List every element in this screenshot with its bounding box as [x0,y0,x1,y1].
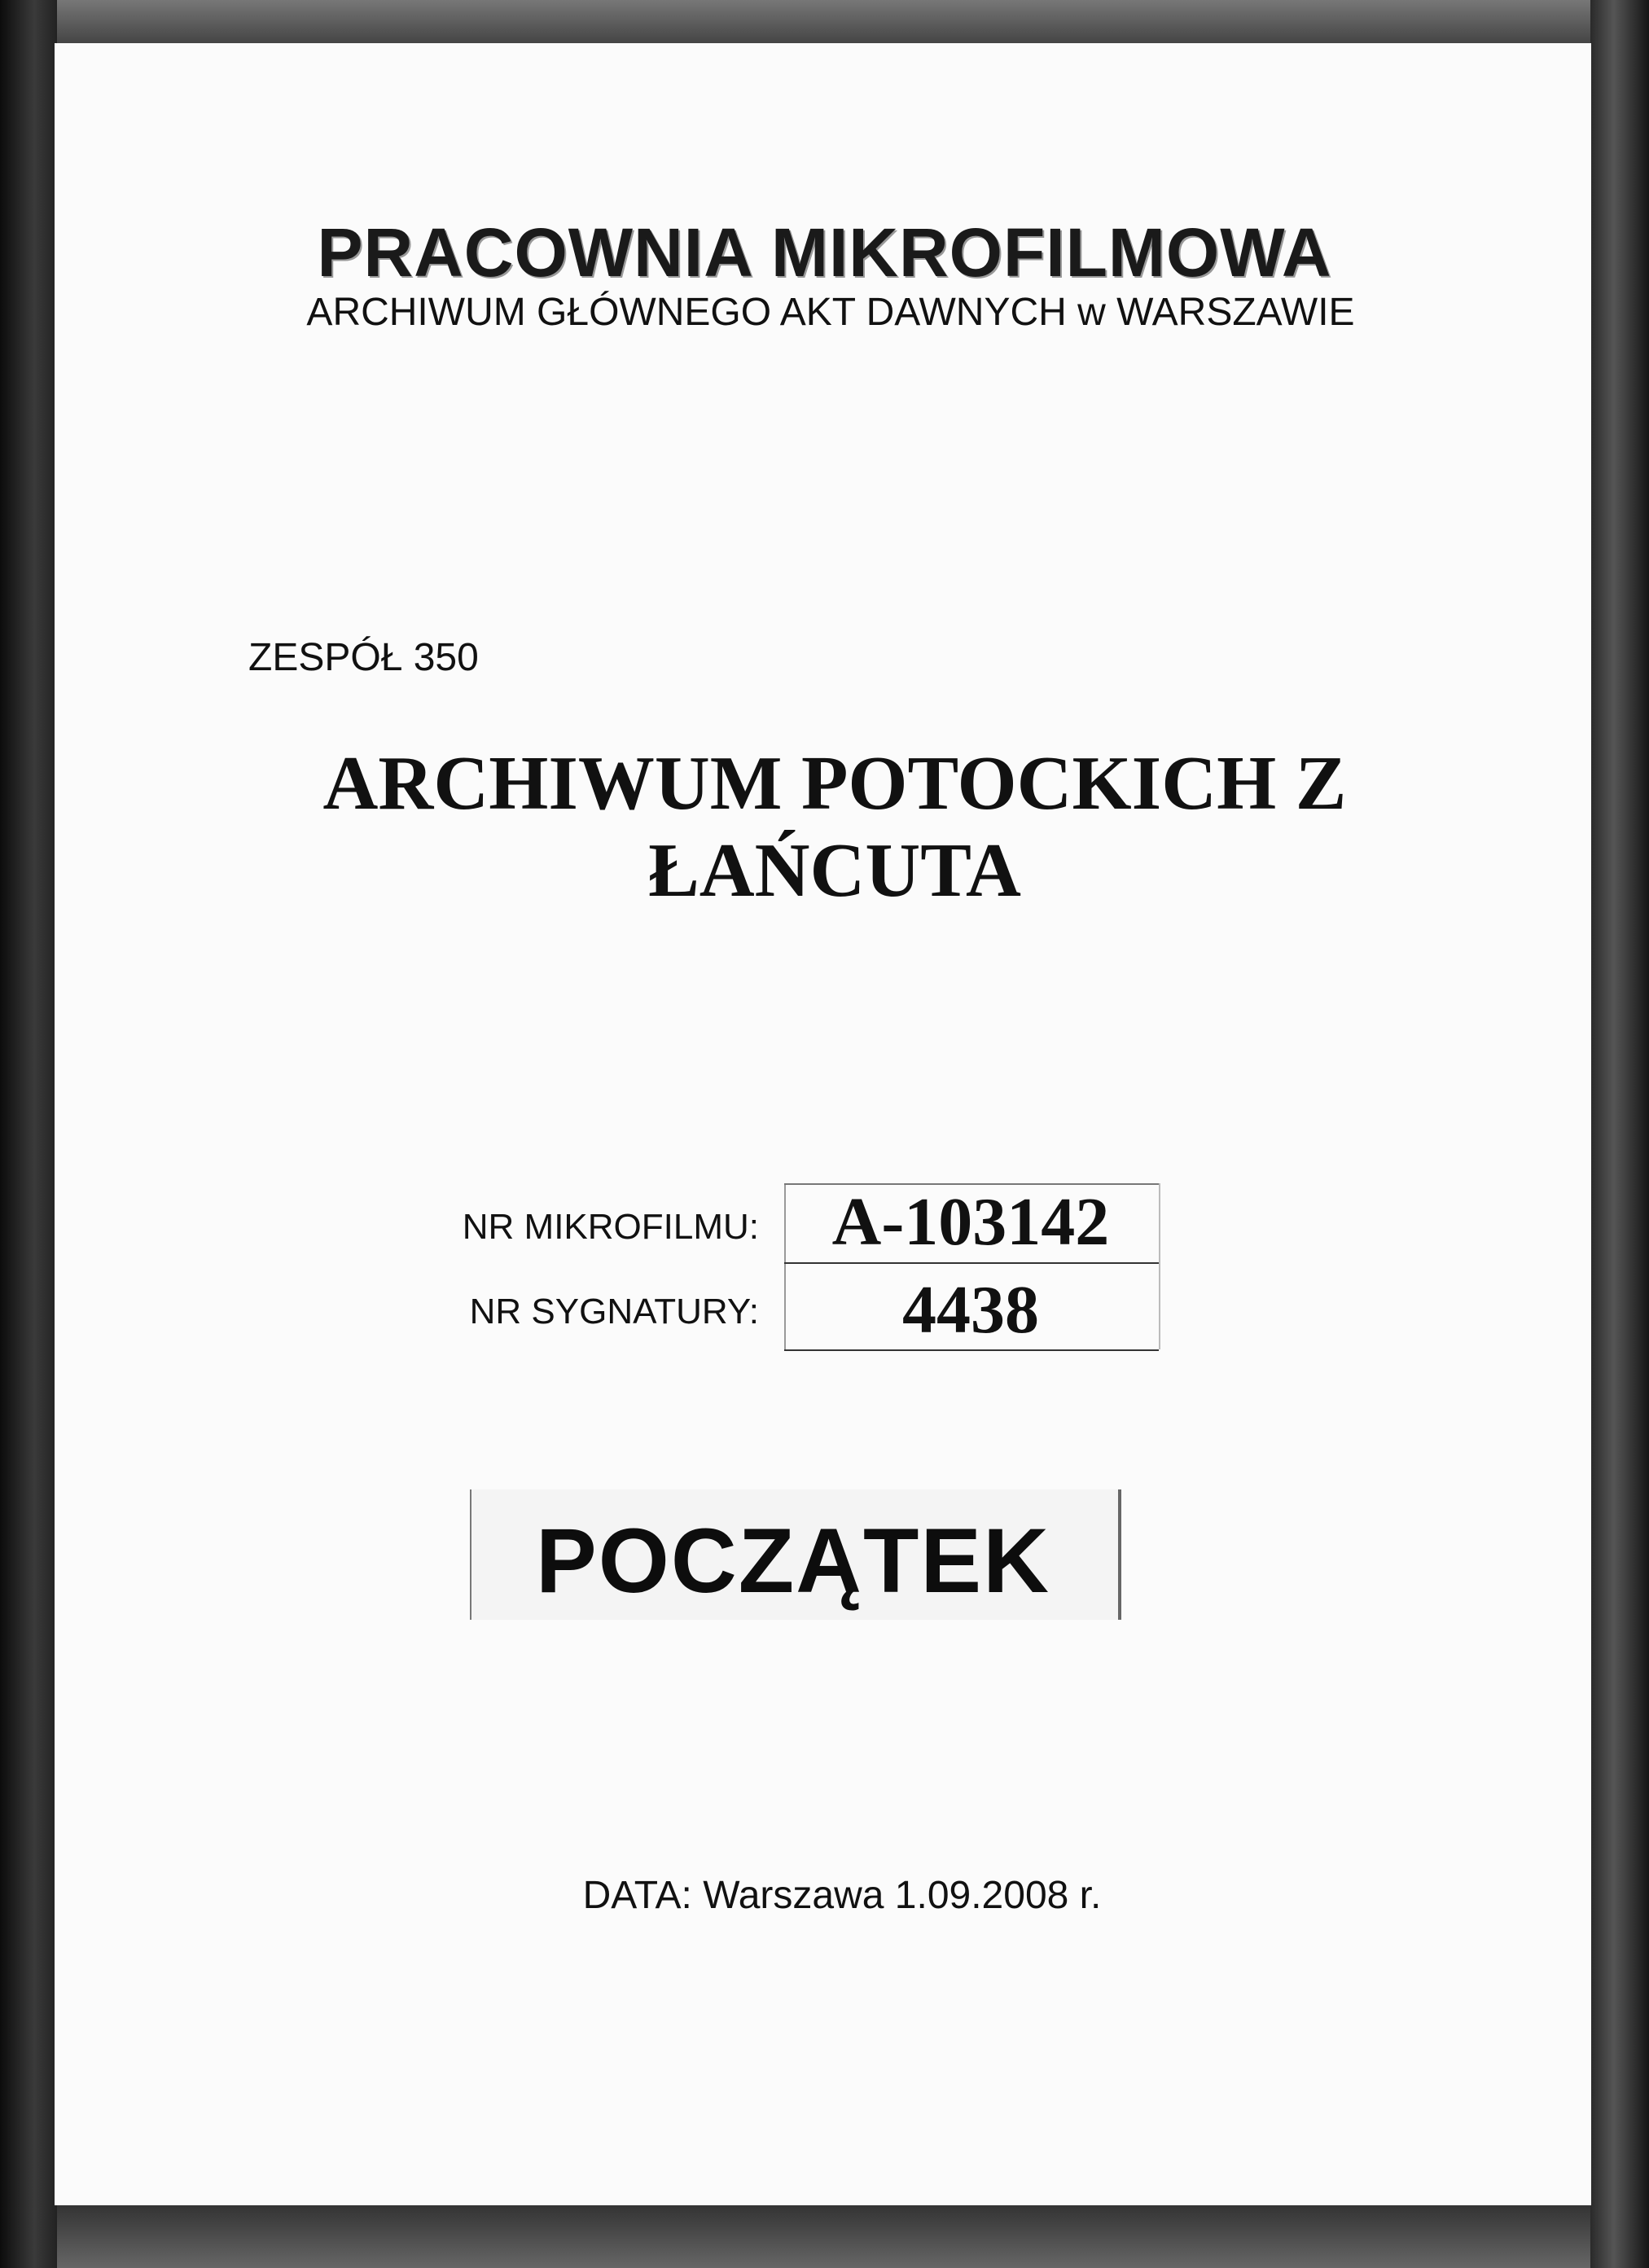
microfilm-number-label: NR MIKROFILMU: [462,1207,759,1247]
signature-number-label: NR SYGNATURY: [469,1292,759,1331]
scan-border-right [1590,0,1649,2268]
microfilm-number-value: A-103142 [831,1184,1110,1260]
box-middle-line [784,1262,1159,1264]
scan-border-left [0,0,57,2268]
signature-number-value: 4438 [902,1272,1039,1348]
date-line: DATA: Warszawa 1.09.2008 r. [582,1874,1102,1917]
scan-border-top [0,0,1649,44]
zespol-number: ZESPÓŁ 350 [248,636,479,679]
collection-title-line1: ARCHIWUM POTOCKICH Z [322,741,1347,826]
header-title: PRACOWNIA MIKROFILMOWA [317,214,1332,291]
scan-border-bottom [0,2204,1649,2268]
box-bottom-line [784,1349,1159,1351]
collection-title-line2: ŁAŃCUTA [648,828,1021,913]
start-stamp-text: POCZĄTEK [536,1510,1050,1612]
header-subtitle: ARCHIWUM GŁÓWNEGO AKT DAWNYCH w WARSZAWIE [306,291,1355,334]
